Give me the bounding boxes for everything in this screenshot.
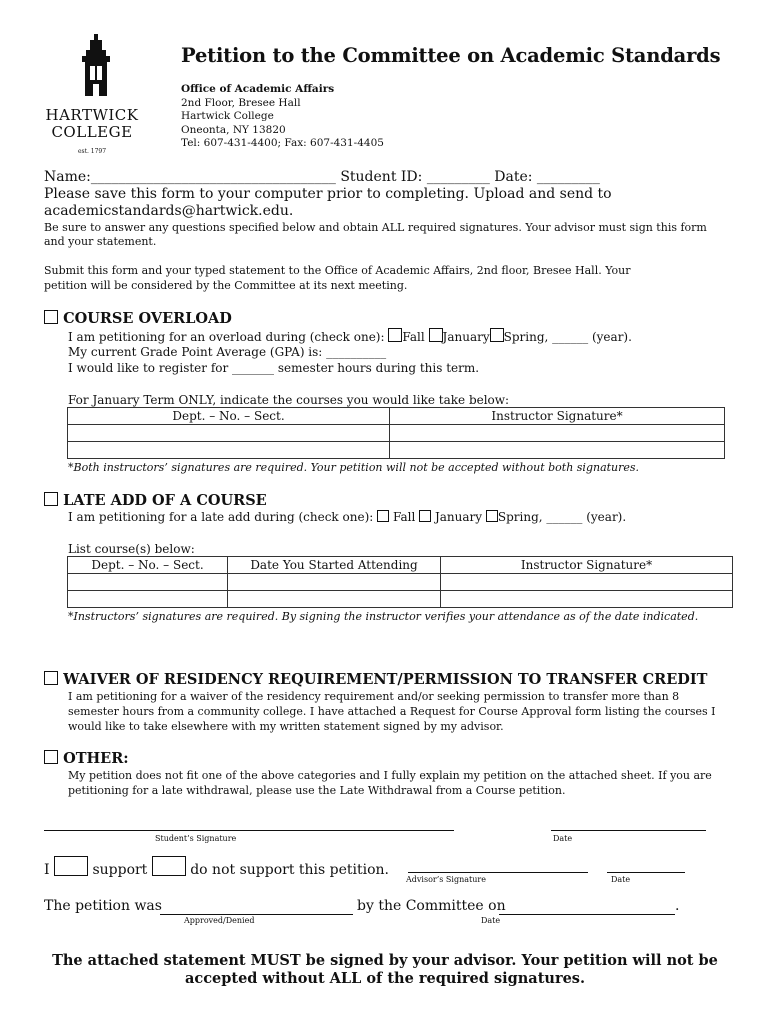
late-add-spring-checkbox[interactable]	[486, 510, 498, 522]
other-checkbox[interactable]	[44, 750, 58, 764]
contact-line: Tel: 607-431-4400; Fax: 607-431-4405	[181, 137, 384, 149]
waiver-checkbox[interactable]	[44, 671, 58, 685]
course-overload-section	[44, 310, 232, 327]
late-add-signature-note: *Instructors’ signatures are required. By signing the instructor verifies your attendance as of the date indicated.	[68, 610, 699, 623]
advisor-signature-label: Advisor’s Signature	[406, 875, 486, 884]
table-header: Instructor Signature*	[390, 408, 725, 425]
late-add-course-table	[67, 556, 733, 608]
date-label: Date	[553, 834, 573, 843]
do-not-support-box[interactable]	[152, 856, 186, 876]
list-courses-label: List course(s) below:	[68, 542, 195, 556]
january-label: January	[442, 330, 490, 344]
approved-denied-line[interactable]	[160, 914, 353, 915]
table-cell[interactable]	[228, 574, 441, 591]
waiver-text-line: semester hours from a community college. I have attached a Request for Course Approval form listing the courses I	[68, 705, 716, 718]
table-cell[interactable]	[441, 574, 733, 591]
overload-year-field[interactable]: ______ (year).	[552, 330, 632, 344]
waiver-heading: WAIVER OF RESIDENCY REQUIREMENT/PERMISSION TO TRANSFER CREDIT	[63, 671, 708, 688]
office-address	[181, 83, 384, 151]
table-cell[interactable]	[68, 442, 390, 459]
overload-signature-note: *Both instructors’ signatures are required. Your petition will not be accepted without both signatures.	[68, 461, 640, 474]
spring-label: Spring,	[497, 510, 543, 524]
waiver-section	[44, 671, 707, 688]
submit-instruction: Submit this form and your typed statement to the Office of Academic Affairs, 2nd floor, Bresee Hall. Your	[44, 264, 631, 277]
january-label: January	[434, 510, 483, 524]
waiver-text-line: would like to take elsewhere with my written statement signed by my advisor.	[68, 720, 504, 733]
footer-warning	[0, 952, 770, 988]
table-header: Dept. – No. – Sect.	[68, 557, 228, 574]
late-add-checkbox[interactable]	[44, 492, 58, 506]
other-text-line: petitioning for a late withdrawal, please use the Late Withdrawal from a Course petition.	[68, 784, 566, 797]
late-add-fall-checkbox[interactable]	[377, 510, 389, 522]
approved-denied-label: Approved/Denied	[184, 916, 255, 925]
other-text-line: My petition does not fit one of the above categories and I fully explain my petition on the attached sheet. If you are	[68, 769, 712, 782]
late-add-heading: LATE ADD OF A COURSE	[63, 492, 267, 509]
college-name-line2: COLLEGE	[51, 123, 133, 141]
email-address[interactable]: academicstandards@hartwick.edu.	[44, 203, 294, 219]
overload-spring-checkbox[interactable]	[490, 328, 504, 342]
by-committee-label: by the Committee on	[357, 898, 506, 914]
table-cell[interactable]	[441, 591, 733, 608]
established-text: est. 1797	[77, 148, 107, 155]
overload-january-checkbox[interactable]	[429, 328, 443, 342]
address-line: Hartwick College	[181, 110, 274, 122]
support-box[interactable]	[54, 856, 88, 876]
footer-line: The attached statement MUST be signed by your advisor. Your petition will not be	[52, 952, 718, 969]
committee-date-line[interactable]	[499, 914, 675, 915]
course-overload-heading: COURSE OVERLOAD	[63, 310, 232, 327]
date-label: Date	[481, 916, 501, 925]
waiver-text-line: I am petitioning for a waiver of the residency requirement and/or seeking permission to transfer more than 8	[68, 690, 680, 703]
college-logo	[42, 34, 162, 160]
overload-term-prompt: I am petitioning for an overload during (check one):	[68, 330, 385, 344]
overload-course-table	[67, 407, 725, 459]
late-add-term-prompt: I am petitioning for a late add during (check one):	[68, 510, 374, 524]
address-line: 2nd Floor, Bresee Hall	[181, 96, 301, 109]
late-add-year-field[interactable]: ______ (year).	[546, 510, 627, 524]
late-add-term-line	[68, 510, 626, 524]
table-header: Instructor Signature*	[441, 557, 733, 574]
table-cell[interactable]	[228, 591, 441, 608]
support-i: I	[44, 862, 50, 878]
office-name: Office of Academic Affairs	[181, 83, 335, 95]
student-signature-label: Student’s Signature	[155, 834, 237, 843]
advisor-signature-line[interactable]	[408, 872, 588, 873]
table-cell[interactable]	[68, 425, 390, 442]
other-section	[44, 750, 129, 767]
student-signature-line[interactable]	[44, 830, 454, 831]
late-add-section	[44, 492, 267, 509]
fall-label: Fall	[392, 510, 416, 524]
late-add-january-checkbox[interactable]	[419, 510, 431, 522]
student-date-line[interactable]	[551, 830, 706, 831]
petition-was-label: The petition was	[44, 898, 162, 914]
semester-hours-field[interactable]: I would like to register for _______ semester hours during this term.	[68, 361, 480, 375]
submit-instruction-cont: petition will be considered by the Committee at its next meeting.	[44, 279, 408, 292]
date-label: Date	[611, 875, 631, 884]
signature-instruction: Be sure to answer any questions specified below and obtain ALL required signatures. Your advisor must sign this form	[44, 221, 707, 234]
table-cell[interactable]	[68, 591, 228, 608]
gpa-field[interactable]: My current Grade Point Average (GPA) is: __________	[68, 345, 387, 359]
footer-line: accepted without ALL of the required signatures.	[184, 970, 586, 987]
table-header: Dept. – No. – Sect.	[68, 408, 390, 425]
period: .	[675, 898, 680, 914]
course-overload-checkbox[interactable]	[44, 310, 58, 324]
table-cell[interactable]	[390, 425, 725, 442]
page-title: Petition to the Committee on Academic Standards	[181, 44, 721, 67]
fall-label: Fall	[402, 330, 425, 344]
advisor-support-line	[44, 856, 389, 878]
do-not-support-label: do not support this petition.	[190, 862, 390, 878]
advisor-date-line[interactable]	[607, 872, 685, 873]
january-term-instruction: For January Term ONLY, indicate the courses you would like take below:	[68, 393, 510, 407]
name-id-date-fields[interactable]: Name:___________________________________ Student ID: _________ Date: _________	[44, 169, 600, 185]
overload-fall-checkbox[interactable]	[388, 328, 402, 342]
overload-term-line	[68, 328, 632, 344]
tower-icon	[82, 34, 112, 96]
table-header: Date You Started Attending	[228, 557, 441, 574]
signature-instruction-cont: and your statement.	[44, 235, 157, 248]
other-heading: OTHER:	[63, 750, 129, 767]
support-label: support	[92, 862, 148, 878]
save-instruction: Please save this form to your computer prior to completing. Upload and send to	[44, 186, 612, 202]
address-line: Oneonta, NY 13820	[181, 123, 286, 136]
table-cell[interactable]	[68, 574, 228, 591]
college-name-line1: HARTWICK	[45, 106, 139, 124]
table-cell[interactable]	[390, 442, 725, 459]
spring-label: Spring,	[503, 330, 549, 344]
